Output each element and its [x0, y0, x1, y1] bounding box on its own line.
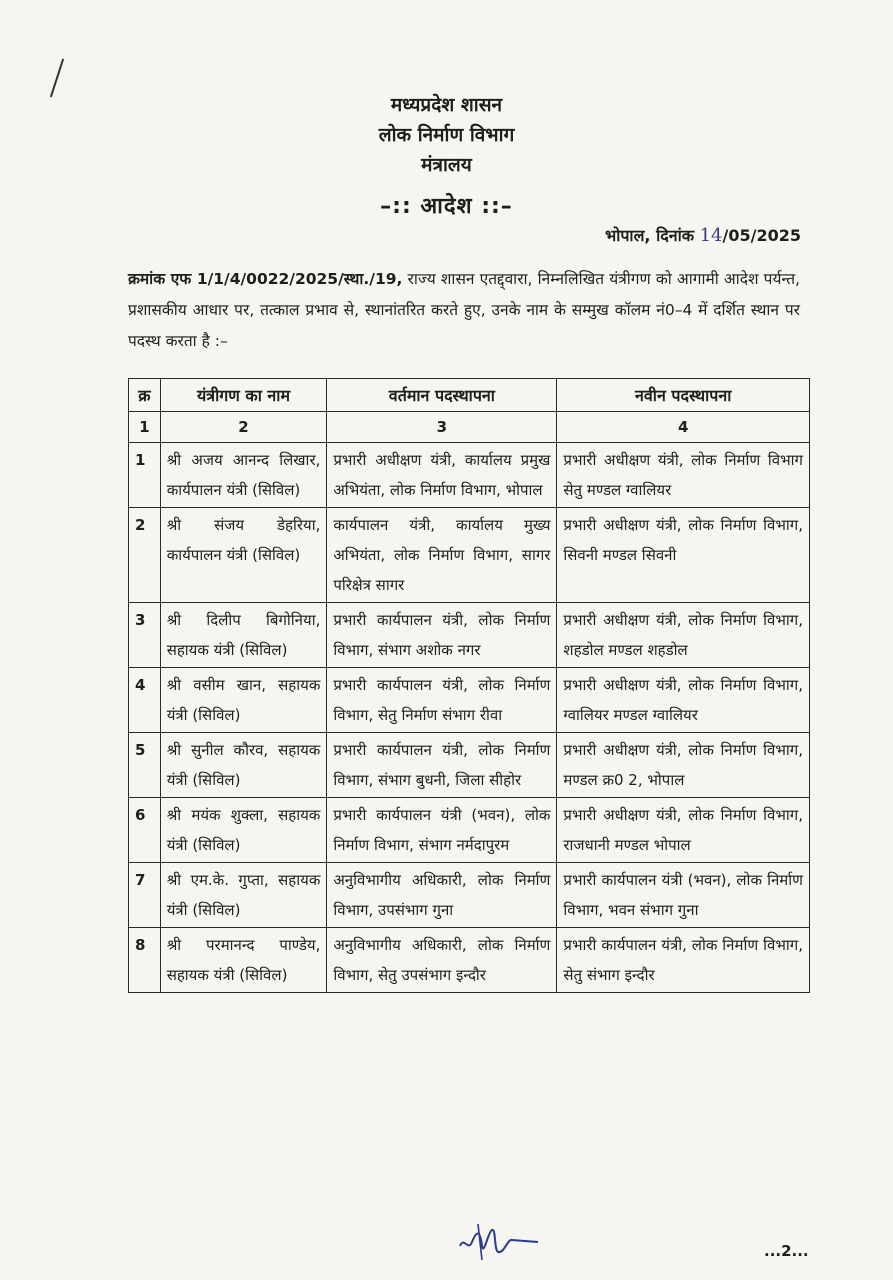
- department-name: लोक निर्माण विभाग: [378, 124, 515, 146]
- table-header-row: [129, 379, 810, 412]
- table-row: [129, 508, 810, 603]
- date-line: [605, 224, 801, 246]
- header-current-posting: वर्तमान पदस्थापना: [327, 379, 557, 412]
- date-prefix: भोपाल, दिनांक: [604, 226, 695, 245]
- officer-name: श्री दिलीप बिगोनिया, सहायक यंत्री (सिविल): [160, 603, 327, 668]
- signature-icon: [452, 1216, 542, 1264]
- officer-name: श्री एम.के. गुप्ता, सहायक यंत्री (सिविल): [160, 863, 327, 928]
- order-text: राज्य शासन एतद्द्वारा, निम्नलिखित यंत्रीगण को आगामी आदेश पर्यन्त, प्रशासकीय आधार पर, तत्काल प्रभाव से, स्थानांतरित करते हुए, उनके नाम के सम्मुख कॉलम नं0–4 में दर्शित स्थान पर पदस्थ करता है :–: [128, 270, 800, 350]
- government-name: मध्यप्रदेश शासन: [390, 94, 503, 116]
- next-page-indicator: ...2...: [764, 1242, 809, 1260]
- table-row: [129, 443, 810, 508]
- table-row: [129, 668, 810, 733]
- current-posting: अनुविभागीय अधिकारी, लोक निर्माण विभाग, सेतु उपसंभाग इन्दौर: [327, 928, 557, 993]
- new-posting: प्रभारी अधीक्षण यंत्री, लोक निर्माण विभाग, राजधानी मण्डल भोपाल: [557, 798, 810, 863]
- new-posting: प्रभारी अधीक्षण यंत्री, लोक निर्माण विभाग सेतु मण्डल ग्वालियर: [557, 443, 810, 508]
- ministry-name: मंत्रालय: [421, 154, 472, 176]
- new-posting: प्रभारी कार्यपालन यंत्री (भवन), लोक निर्माण विभाग, भवन संभाग गुना: [557, 863, 810, 928]
- row-number: 7: [129, 863, 161, 928]
- officer-name: श्री वसीम खान, सहायक यंत्री (सिविल): [160, 668, 327, 733]
- row-number: 6: [129, 798, 161, 863]
- column-number: 4: [557, 412, 810, 443]
- officer-name: श्री परमानन्द पाण्डेय, सहायक यंत्री (सिविल): [160, 928, 327, 993]
- date-rest: /05/2025: [722, 226, 801, 245]
- date-day-handwritten: 14: [699, 225, 723, 246]
- new-posting: प्रभारी अधीक्षण यंत्री, लोक निर्माण विभाग, ग्वालियर मण्डल ग्वालियर: [557, 668, 810, 733]
- table-row: [129, 863, 810, 928]
- current-posting: अनुविभागीय अधिकारी, लोक निर्माण विभाग, उपसंभाग गुना: [327, 863, 557, 928]
- table-row: [129, 928, 810, 993]
- column-number: 1: [129, 412, 161, 443]
- table-row: [129, 798, 810, 863]
- officer-name: श्री संजय डेहरिया, कार्यपालन यंत्री (सिविल): [160, 508, 327, 603]
- new-posting: प्रभारी कार्यपालन यंत्री, लोक निर्माण विभाग, सेतु संभाग इन्दौर: [557, 928, 810, 993]
- current-posting: प्रभारी कार्यपालन यंत्री, लोक निर्माण विभाग, संभाग बुधनी, जिला सीहोर: [327, 733, 557, 798]
- row-number: 4: [129, 668, 161, 733]
- row-number: 3: [129, 603, 161, 668]
- row-number: 8: [129, 928, 161, 993]
- current-posting: प्रभारी कार्यपालन यंत्री, लोक निर्माण विभाग, सेतु निर्माण संभाग रीवा: [327, 668, 557, 733]
- row-number: 2: [129, 508, 161, 603]
- new-posting: प्रभारी अधीक्षण यंत्री, लोक निर्माण विभाग, सिवनी मण्डल सिवनी: [557, 508, 810, 603]
- row-number: 1: [129, 443, 161, 508]
- column-number: 2: [160, 412, 327, 443]
- row-number: 5: [129, 733, 161, 798]
- table-row: [129, 603, 810, 668]
- header-sno: क्र: [129, 379, 161, 412]
- new-posting: प्रभारी अधीक्षण यंत्री, लोक निर्माण विभाग, शहडोल मण्डल शहडोल: [557, 603, 810, 668]
- order-title: –:: आदेश ::–: [380, 194, 513, 219]
- column-number: 3: [327, 412, 557, 443]
- current-posting: प्रभारी अधीक्षण यंत्री, कार्यालय प्रमुख अभियंता, लोक निर्माण विभाग, भोपाल: [327, 443, 557, 508]
- current-posting: कार्यपालन यंत्री, कार्यालय मुख्य अभियंता, लोक निर्माण विभाग, सागर परिक्षेत्र सागर: [327, 508, 557, 603]
- current-posting: प्रभारी कार्यपालन यंत्री (भवन), लोक निर्माण विभाग, संभाग नर्मदापुरम: [327, 798, 557, 863]
- header-new-posting: नवीन पदस्थापना: [557, 379, 810, 412]
- current-posting: प्रभारी कार्यपालन यंत्री, लोक निर्माण विभाग, संभाग अशोक नगर: [327, 603, 557, 668]
- officer-name: श्री मयंक शुक्ला, सहायक यंत्री (सिविल): [160, 798, 327, 863]
- officer-name: श्री अजय आनन्द लिखार, कार्यपालन यंत्री (सिविल): [160, 443, 327, 508]
- officer-name: श्री सुनील कौरव, सहायक यंत्री (सिविल): [160, 733, 327, 798]
- column-number-row: [129, 412, 810, 443]
- header-name: यंत्रीगण का नाम: [160, 379, 327, 412]
- new-posting: प्रभारी अधीक्षण यंत्री, लोक निर्माण विभाग, मण्डल क्र0 2, भोपाल: [557, 733, 810, 798]
- document-header: [0, 90, 893, 220]
- order-intro: [128, 264, 800, 357]
- order-reference: क्रमांक एफ 1/1/4/0022/2025/स्था./19,: [128, 270, 403, 288]
- transfer-table: [128, 378, 810, 993]
- table-row: [129, 733, 810, 798]
